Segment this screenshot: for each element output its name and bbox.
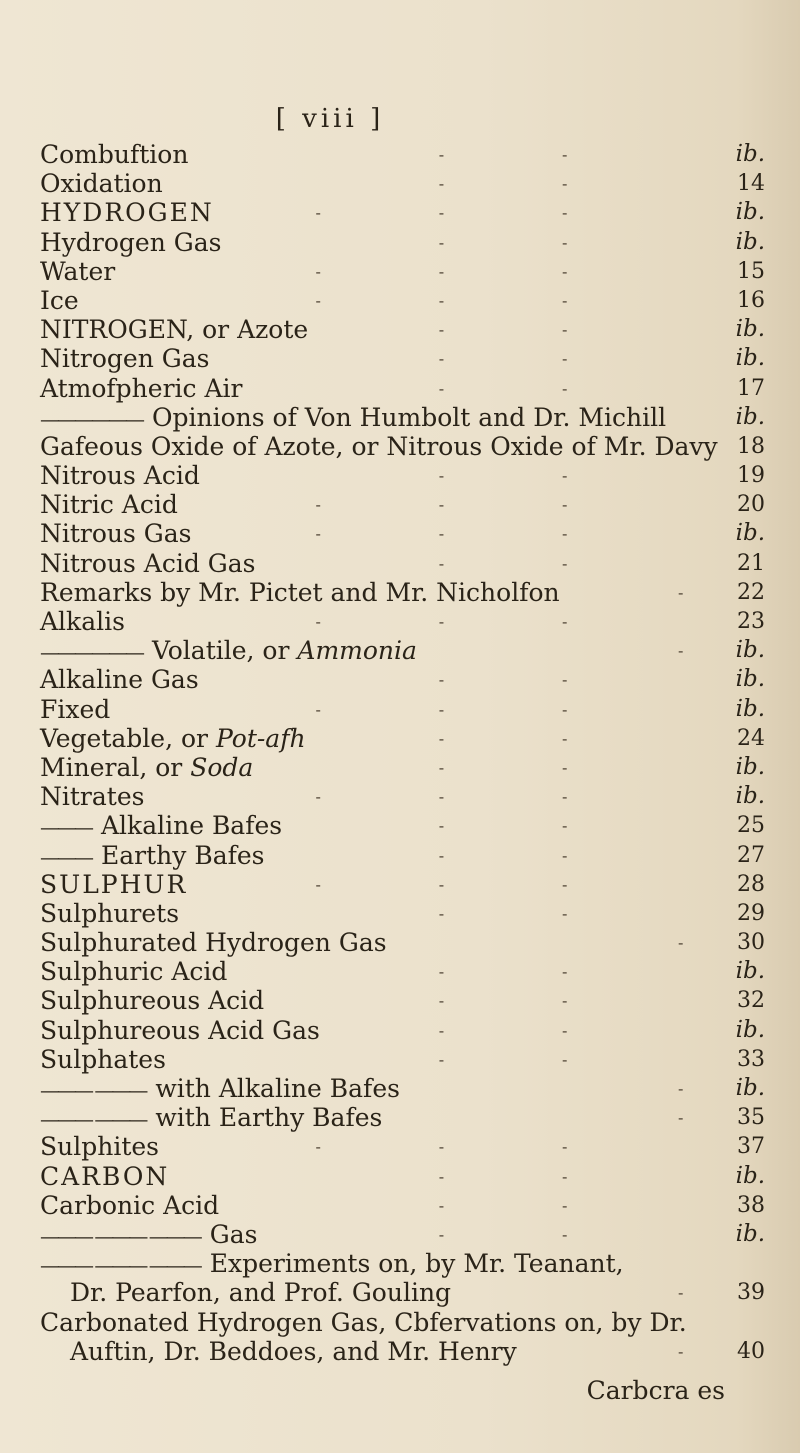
leader-dash: - [562, 553, 568, 573]
leader-dash: - [678, 1283, 684, 1303]
leader-dash: - [438, 1049, 445, 1069]
page-reference: ib. [735, 403, 765, 430]
leader-dash: - [315, 495, 321, 515]
page-reference: 16 [737, 287, 765, 313]
toc-entry-text [40, 1103, 382, 1134]
toc-row [40, 665, 765, 694]
leader-dash: - [562, 145, 568, 164]
leader-dash: - [438, 349, 445, 369]
toc-entry-text [40, 198, 214, 227]
toc-entry-title: Sulphites [40, 1132, 159, 1162]
toc-entry-text [40, 1249, 624, 1280]
leader-dash: - [315, 203, 321, 223]
leader-dash: - [678, 1341, 684, 1361]
leader-dash: - [562, 320, 568, 340]
leader-dash: - [562, 232, 568, 252]
leader-dash: - [562, 1137, 568, 1157]
leader-dash: - [315, 874, 321, 894]
leader-dash: - [438, 612, 445, 631]
toc-entry-text [40, 228, 221, 257]
leader-dash: - [562, 1224, 568, 1244]
toc-entry-title: Combuftion [40, 140, 189, 169]
leader-dash: - [562, 1195, 568, 1215]
toc-entry-text [40, 519, 192, 548]
toc-row [40, 140, 765, 169]
page-reference: 30 [737, 930, 765, 956]
toc-entry-text [40, 432, 718, 461]
page-reference: ib. [735, 520, 765, 547]
page-reference: 22 [737, 579, 765, 605]
toc-entry-title: Experiments on, by Mr. Teanant, [209, 1249, 624, 1279]
toc-row [40, 899, 765, 928]
leader-dash: - [562, 524, 568, 544]
leader-dash: - [438, 699, 445, 719]
toc-entry-title: Gas [209, 1219, 258, 1249]
leader-dash: - [562, 670, 568, 690]
toc-entry-text [40, 374, 242, 403]
toc-entry-text [40, 1074, 400, 1105]
toc-entry-prefix: ——— [40, 815, 91, 840]
leader-dash: - [438, 261, 445, 281]
toc-entry-title: Alkaline Gas [40, 665, 199, 695]
toc-entry-text [40, 1191, 219, 1220]
page-reference: 29 [737, 900, 765, 926]
toc-entry-text [40, 1220, 257, 1251]
toc-row [40, 257, 765, 286]
page-reference: ib. [735, 228, 765, 255]
toc-row [40, 986, 765, 1015]
toc-row [40, 753, 765, 782]
leader-dash: - [315, 1137, 321, 1157]
page-reference: 37 [737, 1134, 765, 1160]
page-reference: ib. [735, 1075, 765, 1101]
toc-entry-text [40, 695, 110, 724]
page-reference: ib. [735, 345, 765, 372]
leader-dash: - [678, 1079, 684, 1098]
toc-row [40, 1016, 765, 1045]
page-reference: 28 [737, 871, 765, 897]
page-reference: ib. [735, 958, 765, 985]
toc-entry-title: Atmofpheric Air [40, 373, 243, 403]
toc-row [40, 607, 765, 636]
toc-entry-title: with Alkaline Bafes [155, 1074, 400, 1103]
toc-entry-title: Nitrous Gas [40, 519, 192, 549]
leader-dash: - [562, 757, 568, 777]
toc-row [40, 315, 765, 344]
toc-entry-text [70, 1337, 517, 1366]
toc-entry-title: Sulphureous Acid Gas [40, 1015, 320, 1045]
toc-row [40, 578, 765, 607]
toc-row [40, 490, 765, 519]
leader-dash: - [438, 378, 445, 398]
leader-dash: - [562, 349, 568, 369]
toc-entry-prefix: —————— [40, 406, 142, 431]
leader-dash: - [562, 787, 568, 807]
toc-entry-text [40, 169, 163, 198]
leader-dash: - [562, 466, 568, 486]
toc-row [40, 636, 765, 665]
toc-row [40, 957, 765, 986]
toc-row [40, 811, 765, 840]
toc-entry-text [40, 1162, 169, 1191]
leader-dash: - [438, 991, 445, 1011]
leader-dash: - [438, 495, 445, 515]
toc-row [40, 724, 765, 753]
leader-dash: - [438, 466, 445, 486]
toc-row [40, 374, 765, 403]
leader-dash: - [438, 1195, 445, 1215]
page-reference: 17 [737, 375, 765, 401]
leader-dash: - [438, 903, 445, 923]
toc-entry-title: Vegetable, or Pot-afh [40, 723, 306, 753]
toc-entry-title: NITROGEN, or Azote [40, 315, 309, 345]
toc-entry-title: Gafeous Oxide of Azote, or Nitrous Oxide of Mr. Davy [40, 431, 718, 461]
toc-entry-prefix: ——— [40, 844, 91, 869]
leader-dash: - [438, 145, 445, 164]
page-reference: 32 [737, 988, 765, 1014]
toc-entry-title: Remarks by Mr. Pictet and Mr. Nicholfon [40, 577, 560, 607]
toc-entry-prefix: ——— ——— ——— [40, 1253, 200, 1278]
toc-entry-title: Carbonated Hydrogen Gas, Cbfervations on, by Dr. [40, 1307, 687, 1337]
toc-row [40, 519, 765, 548]
page-reference: ib. [735, 316, 765, 343]
leader-dash: - [438, 874, 445, 894]
leader-dash: - [438, 816, 445, 836]
toc-entry-text [40, 315, 308, 344]
leader-dash: - [315, 290, 321, 310]
page-reference: 40 [737, 1338, 765, 1364]
toc-entry-title: Sulphuric Acid [40, 957, 228, 987]
leader-dash: - [438, 845, 445, 865]
toc-entry-prefix: ——— ——— ——— [40, 1223, 200, 1248]
toc-entry-text [40, 344, 209, 373]
toc-entry-text [40, 578, 560, 607]
toc-entry-title: Earthy Bafes [101, 840, 265, 870]
leader-dash: - [438, 787, 445, 807]
leader-dash: - [562, 174, 568, 194]
toc-entry-title: Opinions of Von Humbolt and Dr. Michill [152, 402, 667, 432]
toc-entry-prefix: ——— ——— [40, 1078, 146, 1102]
toc-entry-title: Mineral, or Soda [40, 752, 254, 782]
toc-row [40, 228, 765, 257]
leader-dash: - [562, 962, 568, 982]
leader-dash: - [315, 612, 321, 631]
toc-entry-text [40, 549, 256, 578]
leader-dash: - [315, 524, 321, 544]
leader-dash: - [678, 933, 684, 953]
page-reference: ib. [735, 783, 765, 810]
toc-entry-title: Hydrogen Gas [40, 227, 222, 257]
page-reference: 19 [737, 463, 765, 489]
toc-row [40, 1249, 765, 1278]
leader-dash: - [438, 1137, 445, 1157]
page-reference: 14 [737, 171, 765, 197]
toc-entry-text [40, 811, 282, 842]
leader-dash: - [438, 1020, 445, 1040]
toc-entry-text [40, 1132, 159, 1161]
leader-dash: - [438, 1224, 445, 1244]
toc-entry-prefix: ——— ——— [40, 1107, 146, 1132]
toc-row [40, 1103, 765, 1132]
leader-dash: - [438, 757, 445, 777]
toc-row [40, 1337, 765, 1366]
page-reference: 24 [737, 725, 765, 751]
page-reference: ib. [735, 637, 765, 664]
page-reference: ib. [735, 1016, 765, 1043]
toc-entry-text [40, 403, 666, 434]
toc-entry-text [40, 957, 227, 986]
toc-entry-prefix: —————— [40, 640, 142, 665]
leader-dash: - [438, 174, 445, 194]
leader-dash: - [438, 962, 445, 982]
leader-dash: - [438, 524, 445, 544]
leader-dash: - [562, 612, 568, 631]
toc-entry-title: Alkaline Bafes [101, 811, 283, 841]
page-reference: ib. [735, 666, 765, 693]
page-reference: ib. [735, 695, 765, 722]
toc-entry-text [40, 636, 417, 667]
page-reference: 21 [737, 550, 765, 576]
toc-entry-title: Water [40, 256, 116, 286]
toc-entry-text [70, 1278, 451, 1307]
leader-dash: - [562, 495, 568, 515]
table-of-contents [40, 140, 765, 1366]
toc-row [40, 549, 765, 578]
toc-entry-title: SULPHUR [40, 869, 188, 899]
toc-row [40, 286, 765, 315]
toc-entry-text [40, 841, 264, 872]
toc-row [40, 841, 765, 870]
toc-row [40, 461, 765, 490]
toc-row [40, 403, 765, 432]
leader-dash: - [562, 378, 568, 398]
toc-row [40, 1045, 765, 1074]
leader-dash: - [678, 1108, 684, 1128]
leader-dash: - [438, 553, 445, 573]
toc-entry-text [40, 257, 115, 286]
leader-dash: - [678, 641, 684, 661]
leader-dash: - [562, 728, 568, 748]
page-number: [ viii ] [275, 104, 385, 134]
leader-dash: - [562, 699, 568, 719]
leader-dash: - [438, 728, 445, 748]
toc-entry-title: Sulphureous Acid [40, 986, 265, 1016]
toc-entry-text [40, 928, 387, 957]
toc-entry-title: Auftin, Dr. Beddoes, and Mr. Henry [70, 1336, 517, 1366]
toc-entry-text [40, 286, 79, 315]
toc-row [40, 1132, 765, 1161]
leader-dash: - [438, 203, 445, 223]
toc-entry-text [40, 1016, 320, 1045]
toc-entry-text [40, 607, 125, 636]
toc-entry-text [40, 665, 199, 694]
toc-entry-text [40, 986, 264, 1015]
leader-dash: - [315, 787, 321, 807]
toc-entry-text [40, 1308, 687, 1337]
toc-entry-title: CARBON [40, 1161, 170, 1191]
toc-row [40, 432, 765, 461]
leader-dash: - [562, 290, 568, 310]
leader-dash: - [562, 845, 568, 865]
leader-dash: - [562, 903, 568, 923]
toc-row [40, 198, 765, 227]
leader-dash: - [562, 874, 568, 894]
leader-dash: - [562, 1166, 568, 1186]
page-reference: ib. [735, 141, 765, 167]
page-reference: 25 [737, 813, 765, 839]
page-reference: 35 [737, 1105, 765, 1131]
leader-dash: - [315, 699, 321, 719]
toc-row [40, 782, 765, 811]
leader-dash: - [438, 1166, 445, 1186]
toc-row [40, 1191, 765, 1220]
page-reference: ib. [735, 753, 765, 780]
toc-entry-title: Nitrogen Gas [40, 344, 210, 374]
toc-row [40, 870, 765, 899]
leader-dash: - [562, 261, 568, 281]
toc-entry-title: Volatile, or Ammonia [152, 636, 417, 666]
toc-row [40, 695, 765, 724]
toc-entry-title: Sulphurets [40, 898, 180, 928]
toc-entry-text [40, 490, 178, 519]
toc-entry-title: Oxidation [40, 169, 163, 199]
leader-dash: - [678, 582, 684, 602]
toc-entry-text [40, 461, 200, 490]
toc-entry-text [40, 1045, 166, 1074]
leader-dash: - [562, 991, 568, 1011]
toc-entry-title: Carbonic Acid [40, 1190, 220, 1220]
toc-entry-text [40, 724, 306, 753]
toc-entry-title: Alkalis [40, 607, 125, 636]
toc-row [40, 169, 765, 198]
leader-dash: - [562, 1020, 568, 1040]
page-reference: ib. [735, 1220, 765, 1247]
page-reference: 38 [737, 1192, 765, 1218]
toc-row [40, 1278, 765, 1307]
toc-entry-text [40, 753, 253, 782]
toc-entry-title: Dr. Pearfon, and Prof. Gouling [70, 1278, 452, 1308]
toc-entry-title: Fixed [40, 694, 111, 724]
leader-dash: - [438, 290, 445, 310]
leader-dash: - [438, 320, 445, 340]
page-reference: 39 [737, 1280, 765, 1306]
toc-row [40, 1308, 765, 1337]
leader-dash: - [562, 816, 568, 836]
leader-dash: - [562, 1049, 568, 1069]
toc-entry-title: Nitric Acid [40, 490, 178, 520]
page-reference: ib. [735, 1162, 765, 1189]
toc-row [40, 1074, 765, 1103]
page-reference: 33 [737, 1046, 765, 1072]
toc-row [40, 1162, 765, 1191]
catchword: Carbcra es [586, 1376, 725, 1405]
leader-dash: - [562, 203, 568, 223]
page-reference: ib. [735, 199, 765, 226]
page-reference: 18 [737, 433, 765, 459]
toc-row [40, 1220, 765, 1249]
toc-entry-title: with Earthy Bafes [155, 1103, 383, 1133]
toc-entry-title: Nitrous Acid [40, 461, 200, 491]
toc-entry-text [40, 782, 144, 811]
page-reference: 20 [737, 492, 765, 518]
leader-dash: - [315, 261, 321, 281]
page-reference: 23 [737, 609, 765, 634]
toc-entry-text [40, 899, 179, 928]
page-reference: 27 [737, 842, 765, 868]
toc-entry-text [40, 140, 188, 169]
toc-row [40, 344, 765, 373]
page-reference: 15 [737, 258, 765, 284]
toc-entry-title: Sulphates [40, 1044, 166, 1074]
toc-entry-title: Sulphurated Hydrogen Gas [40, 928, 387, 958]
leader-dash: - [438, 670, 445, 690]
leader-dash: - [438, 232, 445, 252]
toc-entry-title: Nitrates [40, 782, 145, 812]
toc-entry-title: HYDROGEN [40, 198, 214, 228]
toc-entry-text [40, 870, 187, 899]
toc-entry-title: Nitrous Acid Gas [40, 548, 256, 578]
toc-entry-title: Ice [40, 285, 79, 315]
toc-row [40, 928, 765, 957]
